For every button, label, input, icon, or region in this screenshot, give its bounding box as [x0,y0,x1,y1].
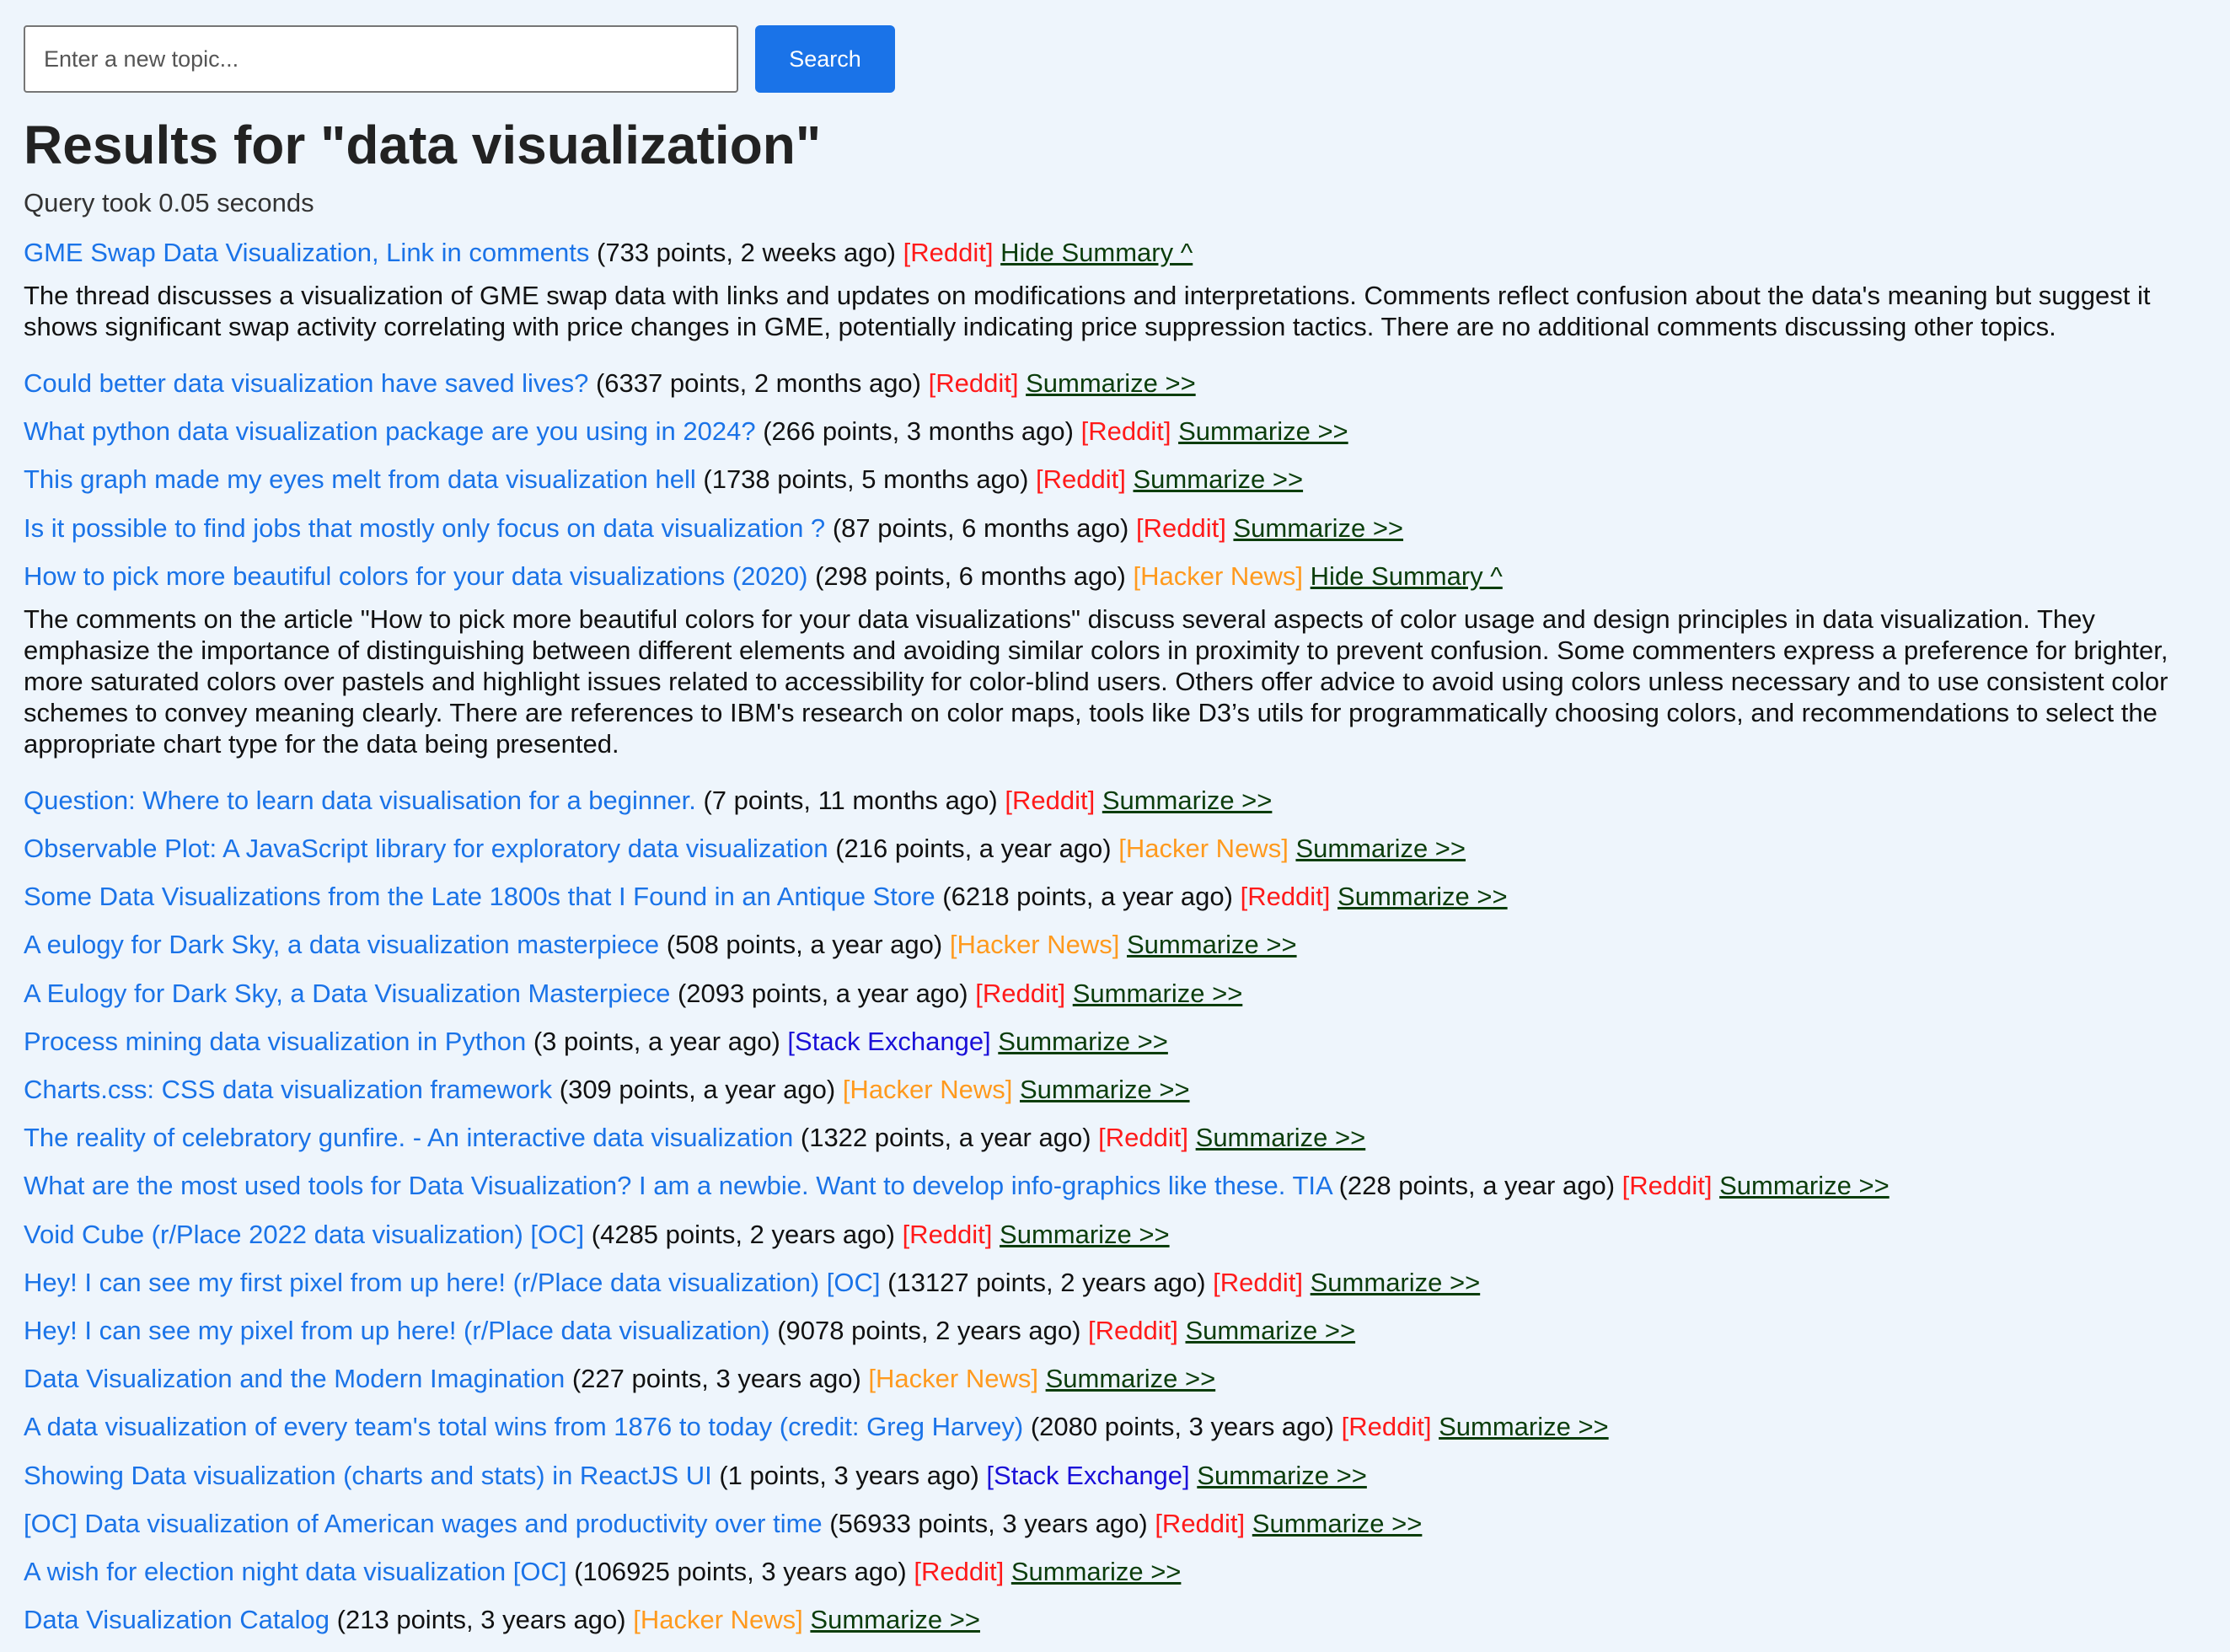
result-item [24,1460,2206,1491]
result-item [24,237,2206,342]
source-badge: [Hacker News] [1118,834,1289,864]
result-meta: (87 points, 6 months ago) [832,512,1129,543]
result-title-link[interactable]: Is it possible to find jobs that mostly only focus on data visualization ? [24,512,826,543]
result-item [24,1267,2206,1298]
summarize-link[interactable]: Summarize >> [810,1605,980,1635]
source-badge: [Reddit] [902,1219,993,1249]
result-meta: (7 points, 11 months ago) [703,785,998,815]
result-item [24,833,2206,864]
result-meta: (6218 points, a year ago) [942,882,1233,912]
result-meta: (508 points, a year ago) [666,930,943,960]
summarize-link[interactable]: Summarize >> [1197,1460,1367,1490]
result-item [24,1026,2206,1057]
page-title: Results for "data visualization" [24,115,822,175]
summarize-link[interactable]: Summarize >> [1295,834,1466,864]
result-item [24,1074,2206,1105]
summarize-link[interactable]: Summarize >> [1252,1508,1423,1538]
result-title-link[interactable]: A eulogy for Dark Sky, a data visualization masterpiece [24,930,660,960]
result-title-link[interactable]: Question: Where to learn data visualisation for a beginner. [24,785,696,815]
result-item [24,560,2206,759]
source-badge: [Stack Exchange] [986,1460,1190,1490]
results-list [24,237,2206,1636]
result-meta: (106925 points, 3 years ago) [574,1556,907,1586]
result-title-link[interactable]: Void Cube (r/Place 2022 data visualization) [OC] [24,1219,585,1249]
result-item [24,1219,2206,1250]
summarize-link[interactable]: Summarize >> [1233,512,1404,543]
result-meta: (13127 points, 2 years ago) [887,1267,1206,1297]
summarize-link[interactable]: Summarize >> [1310,1267,1481,1297]
result-title-link[interactable]: A wish for election night data visualization [OC] [24,1556,567,1586]
result-item [24,978,2206,1009]
result-meta: (2093 points, a year ago) [677,978,968,1008]
result-title-link[interactable]: The reality of celebratory gunfire. - An interactive data visualization [24,1123,794,1153]
result-title-link[interactable]: Data Visualization and the Modern Imagination [24,1364,566,1394]
source-badge: [Reddit] [1155,1508,1246,1538]
result-title-link[interactable]: Charts.css: CSS data visualization framework [24,1075,553,1105]
result-meta: (298 points, 6 months ago) [815,560,1126,591]
result-title-link[interactable]: Process mining data visualization in Python [24,1026,527,1056]
summarize-link[interactable]: Summarize >> [1010,1556,1182,1586]
result-item [24,1315,2206,1346]
search-button[interactable]: Search [755,25,895,93]
source-badge: [Hacker News] [633,1605,803,1635]
summarize-link[interactable]: Summarize >> [1185,1315,1356,1345]
result-item [24,1604,2206,1635]
summary-text: The comments on the article "How to pick more beautiful colors for your data visualizations" discuss several aspects of color usage and design principles in data visualization. They emphasize the importance of distinguishing between different elements and avoiding similar colors in proximity to prevent confusion. Some commenters express a preference for brighter, more saturated colors over pastels and highlight issues related to accessibility for color-blind users. Others offer advice to avoid using colors unless necessary and to use consistent color schemes to convey meaning clearly. There are references to IBM's research on color maps, tools like D3’s utils for programmatically choosing colors, and recommendations to select the appropriate chart type for the data being presented. [24,603,2168,759]
hide-summary-link[interactable]: Hide Summary ^ [1310,560,1503,591]
result-title-link[interactable]: A data visualization of every team's total wins from 1876 to today (credit: Greg Harvey) [24,1412,1024,1442]
source-badge: [Reddit] [1088,1315,1178,1345]
source-badge: [Reddit] [1036,464,1126,495]
result-meta: (4285 points, 2 years ago) [591,1219,895,1249]
result-title-link[interactable]: Showing Data visualization (charts and stats) in ReactJS UI [24,1460,712,1490]
result-meta: (216 points, a year ago) [835,834,1112,864]
result-title-link[interactable]: [OC] Data visualization of American wages and productivity over time [24,1508,823,1538]
source-badge: [Reddit] [903,237,994,267]
result-meta: (213 points, 3 years ago) [336,1605,626,1635]
result-title-link[interactable]: Could better data visualization have saved lives? [24,367,589,398]
result-item [24,929,2206,960]
result-item [24,464,2206,495]
result-title-link[interactable]: Observable Plot: A JavaScript library for exploratory data visualization [24,834,828,864]
summarize-link[interactable]: Summarize >> [1719,1171,1890,1201]
source-badge: [Reddit] [928,367,1019,398]
search-input[interactable] [24,25,738,93]
summarize-link[interactable]: Summarize >> [1102,785,1273,815]
result-meta: (1 points, 3 years ago) [719,1460,979,1490]
result-item [24,785,2206,816]
result-item [24,1556,2206,1587]
summarize-link[interactable]: Summarize >> [1439,1412,1609,1442]
result-item [24,416,2206,447]
summarize-link[interactable]: Summarize >> [1019,1075,1190,1105]
result-item [24,1122,2206,1153]
result-meta: (6337 points, 2 months ago) [595,367,922,398]
result-title-link[interactable]: What are the most used tools for Data Visualization? I am a newbie. Want to develop info-graphics like these. TIA [24,1171,1332,1201]
result-item [24,1170,2206,1201]
source-badge: [Reddit] [1622,1171,1713,1201]
hide-summary-link[interactable]: Hide Summary ^ [1000,237,1193,267]
summarize-link[interactable]: Summarize >> [1026,367,1196,398]
result-title-link[interactable]: What python data visualization package are you using in 2024? [24,416,756,447]
result-meta: (3 points, a year ago) [533,1026,780,1056]
source-badge: [Hacker News] [949,930,1120,960]
result-title-link[interactable]: How to pick more beautiful colors for your data visualizations (2020) [24,560,808,591]
result-meta: (309 points, a year ago) [559,1075,836,1105]
summarize-link[interactable]: Summarize >> [1337,882,1508,912]
result-meta: (56933 points, 3 years ago) [829,1508,1148,1538]
result-meta: (9078 points, 2 years ago) [777,1315,1081,1345]
result-item [24,1363,2206,1394]
source-badge: [Reddit] [1213,1267,1303,1297]
page-container [24,25,2206,1652]
result-title-link[interactable]: Data Visualization Catalog [24,1605,330,1635]
query-time: Query took 0.05 seconds [24,187,314,217]
summarize-link[interactable]: Summarize >> [1133,464,1304,495]
summarize-link[interactable]: Summarize >> [1127,930,1297,960]
result-meta: (1738 points, 5 months ago) [703,464,1029,495]
source-badge: [Hacker News] [1133,560,1304,591]
result-meta: (227 points, 3 years ago) [571,1364,861,1394]
result-title-link[interactable]: Hey! I can see my first pixel from up here! (r/Place data visualization) [OC] [24,1267,881,1297]
source-badge: [Reddit] [1135,512,1226,543]
summary-text: The thread discusses a visualization of GME swap data with links and updates on modifications and interpretations. Comments reflect confusion about the data's meaning but suggest it shows significant swap activity correlating with price changes in GME, potentially indicating price suppression tactics. There are no additional comments discussing other topics. [24,280,2151,341]
result-item [24,881,2206,912]
result-title-link[interactable]: GME Swap Data Visualization, Link in comments [24,237,590,267]
source-badge: [Reddit] [975,978,1066,1008]
summarize-link[interactable]: Summarize >> [1072,978,1243,1008]
search-bar [24,25,2206,93]
source-badge: [Reddit] [1098,1123,1189,1153]
summarize-link[interactable]: Summarize >> [1045,1364,1216,1394]
result-title-link[interactable]: Some Data Visualizations from the Late 1800s that I Found in an Antique Store [24,882,935,912]
summarize-link[interactable]: Summarize >> [1195,1123,1366,1153]
result-item [24,512,2206,544]
result-meta: (2080 points, 3 years ago) [1030,1412,1334,1442]
result-meta: (266 points, 3 months ago) [763,416,1074,447]
result-title-link[interactable]: Hey! I can see my pixel from up here! (r/Place data visualization) [24,1315,770,1345]
source-badge: [Reddit] [1005,785,1096,815]
source-badge: [Hacker News] [868,1364,1038,1394]
source-badge: [Reddit] [1080,416,1171,447]
summarize-link[interactable]: Summarize >> [998,1026,1168,1056]
result-title-link[interactable]: A Eulogy for Dark Sky, a Data Visualization Masterpiece [24,978,671,1008]
source-badge: [Reddit] [1341,1412,1432,1442]
summarize-link[interactable]: Summarize >> [1000,1219,1170,1249]
result-meta: (1322 points, a year ago) [800,1123,1091,1153]
source-badge: [Reddit] [1240,882,1331,912]
result-meta: (733 points, 2 weeks ago) [597,237,897,267]
source-badge: [Stack Exchange] [787,1026,991,1056]
source-badge: [Hacker News] [842,1075,1013,1105]
source-badge: [Reddit] [914,1556,1005,1586]
result-title-link[interactable]: This graph made my eyes melt from data visualization hell [24,464,696,495]
summarize-link[interactable]: Summarize >> [1178,416,1348,447]
result-item [24,367,2206,399]
result-meta: (228 points, a year ago) [1338,1171,1616,1201]
result-item [24,1508,2206,1539]
result-item [24,1411,2206,1442]
